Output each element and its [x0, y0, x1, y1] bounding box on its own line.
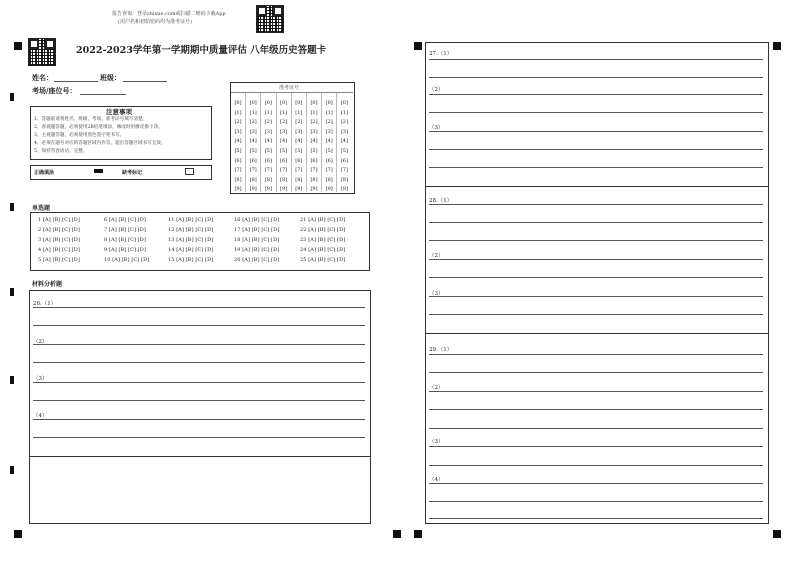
divider — [29, 456, 370, 457]
correct-fill-label: 正确填涂 — [34, 170, 55, 176]
notes-list — [34, 116, 166, 156]
timing-mark — [393, 530, 401, 538]
exam-id-column[interactable] — [293, 99, 305, 195]
name-label: 姓名： — [32, 73, 53, 82]
exam-id-column[interactable] — [338, 99, 350, 195]
name-field[interactable] — [54, 81, 98, 82]
answer-line[interactable] — [429, 131, 763, 132]
mc-question[interactable]: 10 [A] [B] [C] [D] — [104, 257, 150, 263]
q29-part2-label: （2） — [429, 385, 444, 391]
exam-id-bubble[interactable]: [3] — [310, 128, 318, 135]
class-field[interactable] — [123, 81, 167, 82]
mc-question[interactable]: 2 [A] [B] [C] [D] — [38, 227, 80, 233]
divider — [245, 93, 246, 192]
mc-question[interactable]: 9 [A] [B] [C] [D] — [104, 247, 146, 253]
answer-line[interactable] — [429, 112, 763, 113]
divider — [336, 93, 337, 192]
answer-line[interactable] — [429, 501, 763, 502]
exam-id-bubble[interactable]: [4] — [340, 138, 348, 145]
exam-id-bubble[interactable]: [3] — [249, 128, 257, 135]
answer-line[interactable] — [429, 59, 763, 60]
answer-line[interactable] — [33, 362, 365, 363]
exam-id-bubble[interactable]: [3] — [295, 128, 303, 135]
exam-id-bubble[interactable]: [9] — [295, 186, 303, 193]
note-item: 2、客观题答题，必须使用2B铅笔填涂，修改时用橡皮擦干净。 — [34, 125, 163, 130]
exam-id-bubble[interactable]: [6] — [234, 157, 242, 164]
exam-id-column[interactable] — [232, 99, 244, 195]
exam-id-bubble[interactable]: [0] — [325, 100, 333, 106]
answer-line[interactable] — [429, 372, 763, 373]
exam-id-bubble[interactable]: [7] — [340, 167, 348, 174]
q29-part3-label: （3） — [429, 439, 444, 445]
exam-id-bubble[interactable]: [0] — [280, 100, 288, 106]
mc-question[interactable]: 18 [A] [B] [C] [D] — [234, 237, 280, 243]
mc-question[interactable]: 6 [A] [B] [C] [D] — [104, 217, 146, 223]
mc-question[interactable]: 24 [A] [B] [C] [D] — [300, 247, 346, 253]
exam-id-column[interactable] — [247, 99, 259, 195]
answer-line[interactable] — [429, 94, 763, 95]
exam-id-bubble[interactable]: [2] — [249, 119, 257, 126]
exam-id-bubble[interactable]: [3] — [340, 128, 348, 135]
exam-id-bubble[interactable]: [9] — [325, 186, 333, 193]
q28-part3-label: （3） — [429, 291, 444, 297]
right-answer-box — [425, 42, 769, 524]
divider — [425, 333, 768, 334]
q26-part1-label: 26.（1） — [33, 301, 57, 307]
exam-id-bubble[interactable]: [1] — [280, 109, 288, 116]
exam-id-bubble[interactable]: [3] — [234, 128, 242, 135]
qr-code-icon — [28, 38, 56, 66]
answer-line[interactable] — [33, 382, 365, 383]
divider — [425, 186, 768, 187]
exam-id-bubble[interactable]: [1] — [340, 109, 348, 116]
exam-id-bubble[interactable]: [4] — [295, 138, 303, 145]
exam-id-bubble[interactable]: [4] — [310, 138, 318, 145]
timing-mark — [14, 42, 22, 50]
exam-id-bubble[interactable]: [1] — [264, 109, 272, 116]
mc-question[interactable]: 5 [A] [B] [C] [D] — [38, 257, 80, 263]
exam-id-bubble[interactable]: [8] — [249, 176, 257, 183]
q27-part1-label: 27.（1） — [429, 51, 453, 57]
exam-id-column[interactable] — [323, 99, 335, 195]
exam-id-bubble[interactable]: [2] — [234, 119, 242, 126]
q27-part2-label: （2） — [429, 87, 444, 93]
exam-id-column[interactable] — [308, 99, 320, 195]
class-label: 班级： — [100, 73, 121, 82]
mc-question[interactable]: 22 [A] [B] [C] [D] — [300, 227, 346, 233]
divider — [291, 93, 292, 192]
exam-id-bubble[interactable]: [7] — [234, 167, 242, 174]
mc-question[interactable]: 20 [A] [B] [C] [D] — [234, 257, 280, 263]
exam-id-bubble[interactable]: [7] — [264, 167, 272, 174]
mc-question[interactable]: 21 [A] [B] [C] [D] — [300, 217, 346, 223]
divider — [260, 93, 261, 192]
answer-line[interactable] — [33, 325, 365, 326]
answer-line[interactable] — [429, 77, 763, 78]
answer-line[interactable] — [429, 483, 763, 484]
timing-mark — [10, 466, 14, 474]
qr-code-icon — [256, 5, 284, 33]
mc-question[interactable]: 3 [A] [B] [C] [D] — [38, 237, 80, 243]
note-item: 4、必须在题号对应的答题区域内作答，超出答题区域书写无效。 — [34, 141, 166, 146]
q26-part3-label: （3） — [33, 376, 48, 382]
notes-title: 注意事项 — [106, 108, 132, 116]
mc-question[interactable]: 19 [A] [B] [C] [D] — [234, 247, 280, 253]
exam-id-bubble[interactable]: [9] — [310, 186, 318, 193]
exam-id-bubble[interactable]: [7] — [325, 167, 333, 174]
material-title: 材料分析题 — [32, 281, 63, 288]
exam-id-bubble[interactable]: [2] — [295, 119, 303, 126]
exam-id-bubble[interactable]: [7] — [310, 167, 318, 174]
divider — [231, 92, 353, 93]
seat-field[interactable] — [80, 94, 126, 95]
answer-line[interactable] — [429, 314, 763, 315]
answer-line[interactable] — [33, 307, 365, 308]
timing-mark — [14, 530, 22, 538]
exam-id-bubble[interactable]: [3] — [264, 128, 272, 135]
timing-mark — [10, 376, 14, 384]
exam-id-bubble[interactable]: [8] — [340, 176, 348, 183]
mc-question[interactable]: 12 [A] [B] [C] [D] — [168, 227, 214, 233]
exam-id-bubble[interactable]: [6] — [325, 157, 333, 164]
q28-part2-label: （2） — [429, 253, 444, 259]
q29-part4-label: （4） — [429, 477, 444, 483]
divider — [321, 93, 322, 192]
timing-mark — [773, 530, 781, 538]
exam-id-bubble[interactable]: [4] — [234, 138, 242, 145]
missing-label: 缺考标记 — [122, 170, 143, 176]
mc-question[interactable]: 13 [A] [B] [C] [D] — [168, 237, 214, 243]
mc-question[interactable]: 25 [A] [B] [C] [D] — [300, 257, 346, 263]
answer-line[interactable] — [429, 240, 763, 241]
answer-line[interactable] — [429, 296, 763, 297]
exam-id-bubble[interactable]: [1] — [295, 109, 303, 116]
exam-id-bubble[interactable]: [8] — [295, 176, 303, 183]
mc-question[interactable]: 14 [A] [B] [C] [D] — [168, 247, 214, 253]
exam-id-bubble[interactable]: [5] — [310, 147, 318, 154]
answer-line[interactable] — [429, 354, 763, 355]
answer-line[interactable] — [429, 518, 763, 519]
answer-line[interactable] — [429, 167, 763, 168]
mc-title: 单选题 — [32, 205, 51, 212]
q27-part3-label: （3） — [429, 125, 444, 131]
q26-part4-label: （4） — [33, 413, 48, 419]
timing-mark — [10, 93, 14, 101]
exam-id-bubble[interactable]: [5] — [325, 147, 333, 154]
mc-question[interactable]: 7 [A] [B] [C] [D] — [104, 227, 146, 233]
answer-line[interactable] — [429, 409, 763, 410]
exam-id-bubble[interactable]: [5] — [295, 147, 303, 154]
exam-id-column[interactable] — [262, 99, 274, 195]
exam-id-bubble[interactable]: [9] — [340, 186, 348, 193]
exam-id-bubble[interactable]: [1] — [234, 109, 242, 116]
timing-mark — [773, 42, 781, 50]
answer-line[interactable] — [33, 400, 365, 401]
answer-line[interactable] — [429, 465, 763, 466]
exam-id-bubble[interactable]: [6] — [295, 157, 303, 164]
exam-id-bubble[interactable]: [5] — [249, 147, 257, 154]
exam-id-bubble[interactable]: [1] — [310, 109, 318, 116]
exam-id-bubble[interactable]: [0] — [295, 100, 303, 106]
answer-line[interactable] — [429, 446, 763, 447]
exam-id-bubble[interactable]: [2] — [310, 119, 318, 126]
answer-line[interactable] — [429, 204, 763, 205]
exam-id-bubble[interactable]: [7] — [249, 167, 257, 174]
exam-id-bubble[interactable]: [4] — [280, 138, 288, 145]
timing-mark — [414, 530, 422, 538]
exam-id-bubble[interactable]: [2] — [280, 119, 288, 126]
exam-id-bubble[interactable]: [2] — [325, 119, 333, 126]
mc-question[interactable]: 1 [A] [B] [C] [D] — [38, 217, 80, 223]
mc-question[interactable]: 23 [A] [B] [C] [D] — [300, 237, 346, 243]
exam-id-bubble[interactable]: [5] — [264, 147, 272, 154]
exam-id-bubble[interactable]: [3] — [325, 128, 333, 135]
mc-question[interactable]: 15 [A] [B] [C] [D] — [168, 257, 214, 263]
exam-id-bubble[interactable]: [0] — [340, 100, 348, 106]
exam-id-bubble[interactable]: [7] — [280, 167, 288, 174]
answer-line[interactable] — [429, 222, 763, 223]
exam-id-column[interactable] — [278, 99, 290, 195]
timing-mark — [10, 203, 14, 211]
q28-part1-label: 28.（1） — [429, 198, 453, 204]
note-item: 5、保持答卷清洁、完整。 — [34, 149, 88, 154]
answer-line[interactable] — [429, 149, 763, 150]
exam-id-bubble[interactable]: [7] — [295, 167, 303, 174]
exam-id-bubble[interactable]: [9] — [264, 186, 272, 193]
exam-id-bubble[interactable]: [6] — [264, 157, 272, 164]
answer-line[interactable] — [429, 428, 763, 429]
exam-id-bubble[interactable]: [6] — [310, 157, 318, 164]
exam-id-label: 准考证号 — [279, 85, 300, 91]
mc-question[interactable]: 11 [A] [B] [C] [D] — [168, 217, 214, 223]
exam-id-bubble[interactable]: [9] — [280, 186, 288, 193]
exam-id-bubble[interactable]: [5] — [340, 147, 348, 154]
timing-mark — [10, 288, 14, 296]
answer-line[interactable] — [33, 419, 365, 420]
exam-id-bubble[interactable]: [1] — [249, 109, 257, 116]
timing-mark — [414, 42, 422, 50]
exam-id-bubble[interactable]: [0] — [249, 100, 257, 106]
exam-id-bubble[interactable]: [9] — [249, 186, 257, 193]
exam-id-bubble[interactable]: [0] — [234, 100, 242, 106]
exam-id-bubble[interactable]: [8] — [264, 176, 272, 183]
exam-id-bubble[interactable]: [9] — [234, 186, 242, 193]
answer-line[interactable] — [33, 344, 365, 345]
mc-question[interactable]: 16 [A] [B] [C] [D] — [234, 217, 280, 223]
exam-id-bubble[interactable]: [2] — [340, 119, 348, 126]
exam-id-bubble[interactable]: [4] — [325, 138, 333, 145]
exam-id-bubble[interactable]: [2] — [264, 119, 272, 126]
exam-id-bubble[interactable]: [4] — [264, 138, 272, 145]
q29-part1-label: 29.（1） — [429, 347, 453, 353]
mc-question[interactable]: 4 [A] [B] [C] [D] — [38, 247, 80, 253]
exam-id-bubble[interactable]: [5] — [280, 147, 288, 154]
answer-line[interactable] — [429, 277, 763, 278]
note-item: 3、主观题答题，必须使用黑色签字笔书写。 — [34, 133, 125, 138]
note-item: 1、答题前请将姓名、班级、考场、准考证号填写清楚。 — [34, 117, 148, 122]
exam-id-bubble[interactable]: [8] — [280, 176, 288, 183]
exam-id-bubble[interactable]: [5] — [234, 147, 242, 154]
page-title: 2022-2023学年第一学期期中质量评估 八年级历史答题卡 — [76, 45, 327, 56]
exam-id-bubble[interactable]: [8] — [234, 176, 242, 183]
mc-question[interactable]: 8 [A] [B] [C] [D] — [104, 237, 146, 243]
exam-id-bubble[interactable]: [6] — [340, 157, 348, 164]
answer-line[interactable] — [429, 259, 763, 260]
query-sub: (用户名和初始密码均为准考证号) — [118, 19, 192, 25]
mc-question[interactable]: 17 [A] [B] [C] [D] — [234, 227, 280, 233]
answer-line[interactable] — [33, 437, 365, 438]
q26-part2-label: （2） — [33, 339, 48, 345]
exam-id-bubble[interactable]: [0] — [310, 100, 318, 106]
exam-id-bubble[interactable]: [3] — [280, 128, 288, 135]
correct-fill-sample — [94, 169, 103, 173]
answer-line[interactable] — [429, 391, 763, 392]
exam-id-bubble[interactable]: [6] — [249, 157, 257, 164]
divider — [306, 93, 307, 192]
query-line: 报告查询：登录zhixue.com或扫描二维码下载App — [112, 11, 226, 17]
exam-id-bubble[interactable]: [6] — [280, 157, 288, 164]
divider — [276, 93, 277, 192]
exam-id-bubble[interactable]: [8] — [310, 176, 318, 183]
seat-label: 考场/座位号： — [32, 86, 77, 95]
missing-checkbox[interactable] — [185, 168, 194, 175]
exam-id-bubble[interactable]: [4] — [249, 138, 257, 145]
exam-id-bubble[interactable]: [0] — [264, 100, 272, 106]
exam-id-bubble[interactable]: [8] — [325, 176, 333, 183]
exam-id-bubble[interactable]: [1] — [325, 109, 333, 116]
